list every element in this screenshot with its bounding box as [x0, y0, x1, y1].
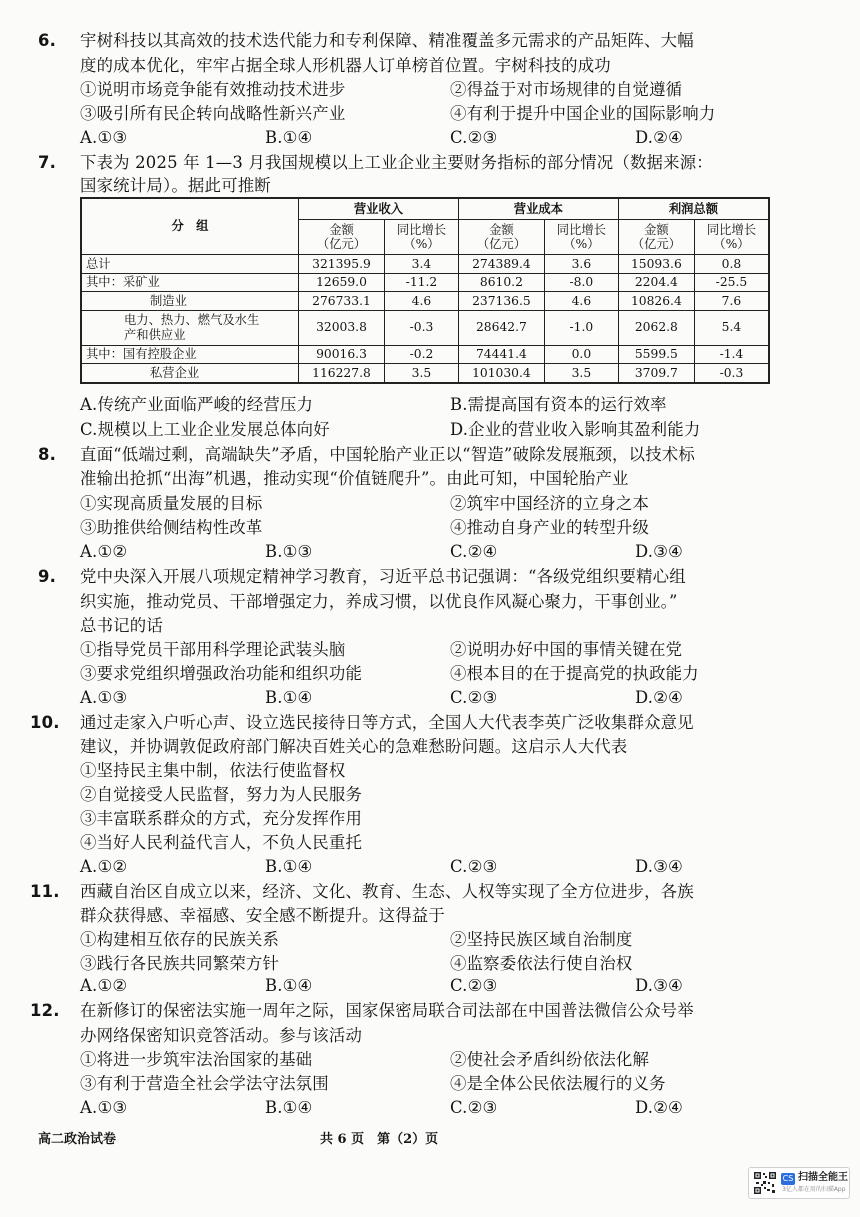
answer-choice-c: C.②④	[450, 542, 498, 561]
answer-choice-c: C.②③	[450, 1098, 498, 1117]
table-cell: 116227.8	[299, 364, 385, 383]
answer-choice-a: A.①③	[80, 128, 128, 147]
option-statement: ④根本目的在于提高党的执政能力	[450, 664, 699, 683]
table-cell: -1.4	[694, 345, 769, 364]
question-stem-line: 总书记的话	[80, 616, 163, 635]
table-cell: -0.2	[384, 345, 458, 364]
table-row	[81, 273, 769, 292]
table-cell: 0.0	[544, 345, 618, 364]
col-amount: 金额 （亿元）	[299, 220, 385, 255]
table-cell: 10826.4	[618, 292, 694, 311]
question-number: 6.	[38, 31, 57, 50]
camscanner-tagline: 3亿人都在用的扫描App	[782, 1186, 846, 1193]
table-cell: 274389.4	[458, 255, 544, 274]
table-cell: 2204.4	[618, 273, 694, 292]
table-cell: 74441.4	[458, 345, 544, 364]
row-label: 私营企业	[81, 364, 299, 383]
answer-choice-c: C.②③	[450, 688, 498, 707]
table-cell: 237136.5	[458, 292, 544, 311]
question-number: 9.	[38, 567, 57, 586]
option-statement: ③丰富联系群众的方式，充分发挥作用	[80, 809, 363, 828]
option-statement: ③有利于营造全社会学法守法氛围	[80, 1074, 329, 1093]
question-number: 11.	[30, 882, 60, 901]
table-row	[81, 310, 769, 345]
table-cell: 3709.7	[618, 364, 694, 383]
table-row	[81, 292, 769, 311]
option-statement: ①实现高质量发展的目标	[80, 494, 263, 513]
footer-page-number: 共 6 页 第（2）页	[320, 1132, 439, 1147]
answer-choice-b: B.需提高国有资本的运行效率	[450, 395, 667, 414]
table-cell: 3.5	[384, 364, 458, 383]
answer-choice-c: C.②③	[450, 128, 498, 147]
col-amount: 金额 （亿元）	[458, 220, 544, 255]
table-cell: 3.6	[544, 255, 618, 274]
answer-choice-b: B.①④	[265, 857, 313, 876]
financial-indicators-table	[80, 197, 770, 384]
table-header-cost: 营业成本	[458, 198, 618, 220]
question-stem-line: 群众获得感、幸福感、安全感不断提升。这得益于	[80, 906, 445, 925]
question-stem-line: 宇树科技以其高效的技术迭代能力和专利保障、精准覆盖多元需求的产品矩阵、大幅	[80, 31, 694, 50]
table-cell: -8.0	[544, 273, 618, 292]
table-cell: 3.5	[544, 364, 618, 383]
question-stem-line: 直面“低端过剩，高端缺失”矛盾，中国轮胎产业正以“智造”破除发展瓶颈，以技术标	[80, 445, 695, 464]
option-statement: ④推动自身产业的转型升级	[450, 518, 650, 537]
row-label: 制造业	[81, 292, 299, 311]
col-yoy: 同比增长 （%）	[544, 220, 618, 255]
table-cell: 15093.6	[618, 255, 694, 274]
option-statement: ④监察委依法行使自治权	[450, 954, 633, 973]
table-cell: 321395.9	[299, 255, 385, 274]
option-statement: ①坚持民主集中制，依法行使监督权	[80, 761, 346, 780]
option-statement: ①说明市场竞争能有效推动技术进步	[80, 80, 346, 99]
table-cell: 0.8	[694, 255, 769, 274]
row-label: 其中：采矿业	[81, 273, 299, 292]
table-cell: 4.6	[384, 292, 458, 311]
answer-choice-c: C.②③	[450, 857, 498, 876]
footer-paper-name: 高二政治试卷	[38, 1132, 117, 1147]
answer-choice-a: A.传统产业面临严峻的经营压力	[80, 395, 314, 414]
col-yoy: 同比增长 （%）	[384, 220, 458, 255]
table-cell: -25.5	[694, 273, 769, 292]
table-cell: -0.3	[384, 310, 458, 345]
row-label: 其中：国有控股企业	[81, 345, 299, 364]
option-statement: ②筑牢中国经济的立身之本	[450, 494, 650, 513]
answer-choice-d: D.企业的营业收入影响其盈利能力	[450, 420, 701, 439]
table-cell: 3.4	[384, 255, 458, 274]
table-row	[81, 255, 769, 274]
option-statement: ④有利于提升中国企业的国际影响力	[450, 104, 716, 123]
table-cell: -0.3	[694, 364, 769, 383]
option-statement: ③要求党组织增强政治功能和组织功能	[80, 664, 363, 683]
table-cell: -1.0	[544, 310, 618, 345]
table-cell: 5.4	[694, 310, 769, 345]
table-cell: 8610.2	[458, 273, 544, 292]
option-statement: ②得益于对市场规律的自觉遵循	[450, 80, 683, 99]
answer-choice-d: D.③④	[635, 976, 683, 995]
option-statement: ②自觉接受人民监督，努力为人民服务	[80, 785, 363, 804]
question-stem-line: 西藏自治区自成立以来，经济、文化、教育、生态、人权等实现了全方位进步，各族	[80, 882, 694, 901]
answer-choice-b: B.①④	[265, 976, 313, 995]
table-cell: 7.6	[694, 292, 769, 311]
table-cell: -11.2	[384, 273, 458, 292]
question-stem-line: 办网络保密知识竞答活动。参与该活动	[80, 1026, 363, 1045]
answer-choice-b: B.①④	[265, 688, 313, 707]
table-header-revenue: 营业收入	[299, 198, 459, 220]
table-cell: 32003.8	[299, 310, 385, 345]
camscanner-name: 扫描全能王	[798, 1172, 848, 1183]
qr-code-icon	[753, 1171, 777, 1195]
row-label: 电力、热力、燃气及水生 产和供应业	[81, 310, 299, 345]
question-number: 7.	[38, 153, 57, 172]
table-cell: 4.6	[544, 292, 618, 311]
question-number: 10.	[30, 713, 60, 732]
question-stem-line: 度的成本优化，牢牢占据全球人形机器人订单榜首位置。宇树科技的成功	[80, 56, 611, 75]
option-statement: ②坚持民族区域自治制度	[450, 930, 633, 949]
table-cell: 5599.5	[618, 345, 694, 364]
answer-choice-c: C.规模以上工业企业发展总体向好	[80, 420, 330, 439]
table-cell: 2062.8	[618, 310, 694, 345]
question-stem-line: 通过走家入户听心声、设立选民接待日等方式，全国人大代表李英广泛收集群众意见	[80, 713, 694, 732]
row-label: 总计	[81, 255, 299, 274]
camscanner-logo: CS	[782, 1174, 794, 1183]
col-amount: 金额 （亿元）	[618, 220, 694, 255]
scanner-watermark	[748, 1167, 850, 1199]
option-statement: ③吸引所有民企转向战略性新兴产业	[80, 104, 346, 123]
question-stem-line: 建议，并协调敦促政府部门解决百姓关心的急难愁盼问题。这启示人大代表	[80, 737, 628, 756]
answer-choice-a: A.①③	[80, 1098, 128, 1117]
table-row	[81, 345, 769, 364]
question-stem-line: 国家统计局）。据此可推断	[80, 176, 271, 195]
answer-choice-b: B.①④	[265, 1098, 313, 1117]
answer-choice-a: A.①③	[80, 688, 128, 707]
question-stem-line: 在新修订的保密法实施一周年之际，国家保密局联合司法部在中国普法微信公众号举	[80, 1001, 694, 1020]
option-statement: ④是全体公民依法履行的义务	[450, 1074, 666, 1093]
question-stem-line: 党中央深入开展八项规定精神学习教育，习近平总书记强调：“各级党组织要精心组	[80, 567, 686, 586]
answer-choice-c: C.②③	[450, 976, 498, 995]
question-number: 12.	[30, 1001, 60, 1020]
question-stem-line: 织实施，推动党员、干部增强定力，养成习惯，以优良作风凝心聚力，干事创业。”	[80, 592, 678, 611]
option-statement: ②使社会矛盾纠纷依法化解	[450, 1050, 650, 1069]
answer-choice-d: D.②④	[635, 128, 683, 147]
table-cell: 101030.4	[458, 364, 544, 383]
answer-choice-d: D.③④	[635, 857, 683, 876]
question-number: 8.	[38, 445, 57, 464]
option-statement: ③践行各民族共同繁荣方针	[80, 954, 280, 973]
table-header-group: 分 组	[81, 198, 299, 255]
table-cell: 12659.0	[299, 273, 385, 292]
option-statement: ①将进一步筑牢法治国家的基础	[80, 1050, 313, 1069]
answer-choice-a: A.①②	[80, 542, 128, 561]
question-stem-line: 下表为 2025 年 1—3 月我国规模以上工业企业主要财务指标的部分情况（数据来源：	[80, 153, 713, 172]
answer-choice-a: A.①②	[80, 976, 128, 995]
table-row	[81, 364, 769, 383]
answer-choice-d: D.②④	[635, 1098, 683, 1117]
col-yoy: 同比增长 （%）	[694, 220, 769, 255]
option-statement: ①指导党员干部用科学理论武装头脑	[80, 640, 346, 659]
answer-choice-b: B.①③	[265, 542, 313, 561]
table-cell: 90016.3	[299, 345, 385, 364]
table-cell: 28642.7	[458, 310, 544, 345]
option-statement: ③助推供给侧结构性改革	[80, 518, 263, 537]
table-cell: 276733.1	[299, 292, 385, 311]
option-statement: ④当好人民利益代言人，不负人民重托	[80, 833, 363, 852]
option-statement: ①构建相互依存的民族关系	[80, 930, 280, 949]
question-stem-line: 准输出抢抓“出海”机遇，推动实现“价值链爬升”。由此可知，中国轮胎产业	[80, 469, 629, 488]
table-header-profit: 利润总额	[618, 198, 769, 220]
answer-choice-d: D.③④	[635, 542, 683, 561]
option-statement: ②说明办好中国的事情关键在党	[450, 640, 683, 659]
answer-choice-a: A.①②	[80, 857, 128, 876]
answer-choice-d: D.②④	[635, 688, 683, 707]
answer-choice-b: B.①④	[265, 128, 313, 147]
